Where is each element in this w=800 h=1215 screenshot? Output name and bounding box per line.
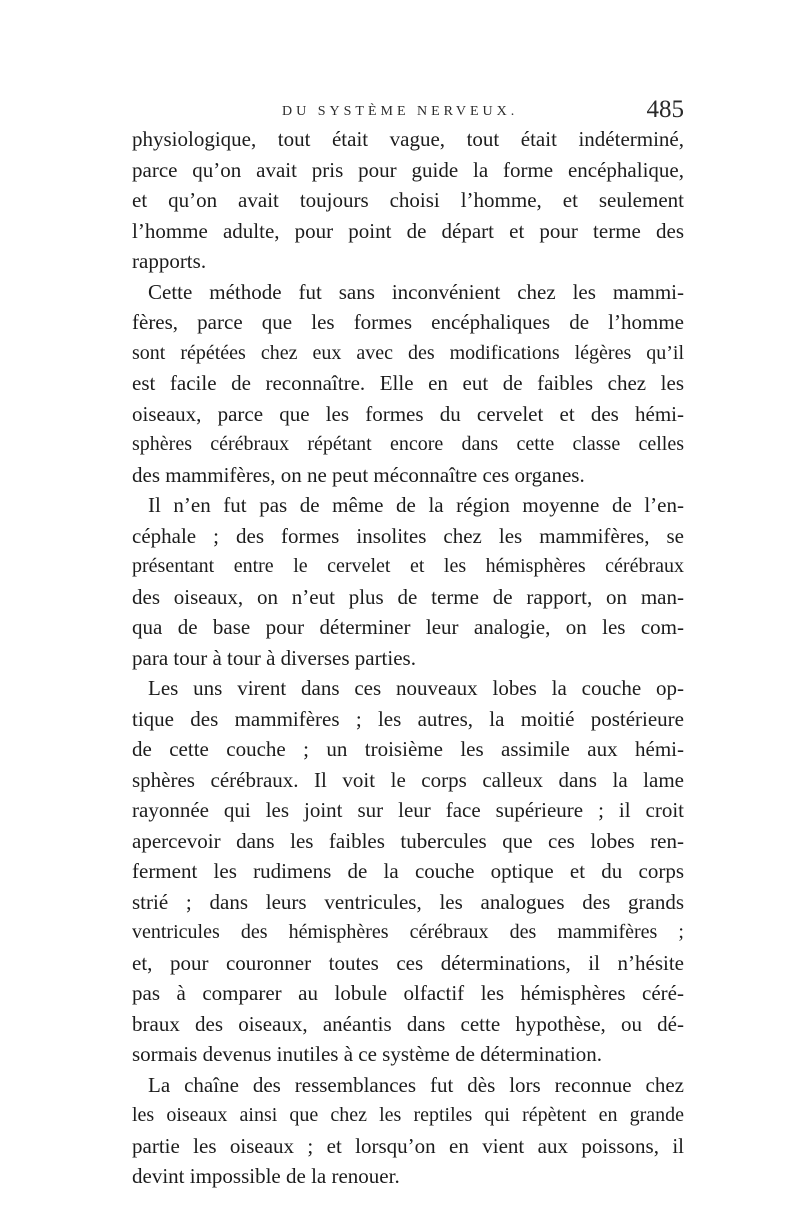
text-line: strié ; dans leurs ventricules, les analogues des grands [132, 889, 684, 914]
text-line: para tour à tour à diverses parties. [132, 645, 416, 670]
text-line: des mammifères, on ne peut méconnaître ces organes. [132, 462, 585, 487]
text-line: les oiseaux ainsi que chez les reptiles qui répètent en grande [132, 1104, 684, 1126]
text-line: oiseaux, parce que les formes du cervelet et des hémi- [132, 401, 684, 426]
page-number: 485 [646, 96, 684, 123]
text-line: sont répétées chez eux avec des modifications légères qu’il [132, 341, 684, 364]
text-line: braux des oiseaux, anéantis dans cette hypothèse, ou dé- [132, 1011, 684, 1036]
text-line: fères, parce que les formes encéphaliques de l’homme [132, 310, 684, 334]
text-line: partie les oiseaux ; et lorsqu’on en vient aux poissons, il [132, 1133, 684, 1158]
text-line: pas à comparer au lobule olfactif les hémisphères céré- [132, 981, 684, 1005]
text-line: apercevoir dans les faibles tubercules que ces lobes ren- [132, 828, 684, 853]
text-line: et qu’on avait toujours choisi l’homme, et seulement [132, 188, 684, 212]
text-line: qua de base pour déterminer leur analogie, on les com- [132, 615, 684, 639]
text-line: rayonnée qui les joint sur leur face supérieure ; il croit [132, 798, 684, 822]
text-line: et, pour couronner toutes ces déterminations, il n’hésite [132, 950, 684, 975]
text-line: La chaîne des ressemblances fut dès lors reconnue chez [148, 1072, 684, 1097]
text-line: des oiseaux, on n’eut plus de terme de rapport, on man- [132, 584, 684, 609]
running-title: DU SYSTÈME NERVEUX. [282, 104, 519, 119]
text-line: parce qu’on avait pris pour guide la forme encéphalique, [132, 157, 684, 182]
text-line: physiologique, tout était vague, tout était indéterminé, [132, 127, 684, 151]
text-line: Les uns virent dans ces nouveaux lobes la couche op- [148, 676, 684, 700]
text-line: est facile de reconnaître. Elle en eut de faibles chez les [132, 371, 684, 395]
text-line: Cette méthode fut sans inconvénient chez les mammi- [148, 279, 684, 304]
text-line: sormais devenus inutiles à ce système de détermination. [132, 1042, 603, 1066]
text-line: rapports. [132, 249, 207, 273]
text-line: céphale ; des formes insolites chez les mammifères, se [132, 523, 684, 548]
body-text [132, 124, 684, 1192]
text-line: sphères cérébraux répétant encore dans cette classe celles [132, 433, 684, 455]
text-line: de cette couche ; un troisième les assimile aux hémi- [132, 737, 684, 761]
text-line: sphères cérébraux. Il voit le corps calleux dans la lame [132, 767, 684, 792]
text-line: présentant entre le cervelet et les hémisphères cérébraux [132, 555, 684, 577]
text-line: ferment les rudimens de la couche optique et du corps [132, 859, 684, 883]
text-line: devint impossible de la renouer. [132, 1164, 400, 1188]
text-line: l’homme adulte, pour point de départ et pour terme des [132, 218, 684, 243]
text-line: Il n’en fut pas de même de la région moyenne de l’en- [148, 493, 684, 517]
text-line: ventricules des hémisphères cérébraux des mammifères ; [132, 921, 684, 943]
text-line: tique des mammifères ; les autres, la moitié postérieure [132, 706, 684, 731]
